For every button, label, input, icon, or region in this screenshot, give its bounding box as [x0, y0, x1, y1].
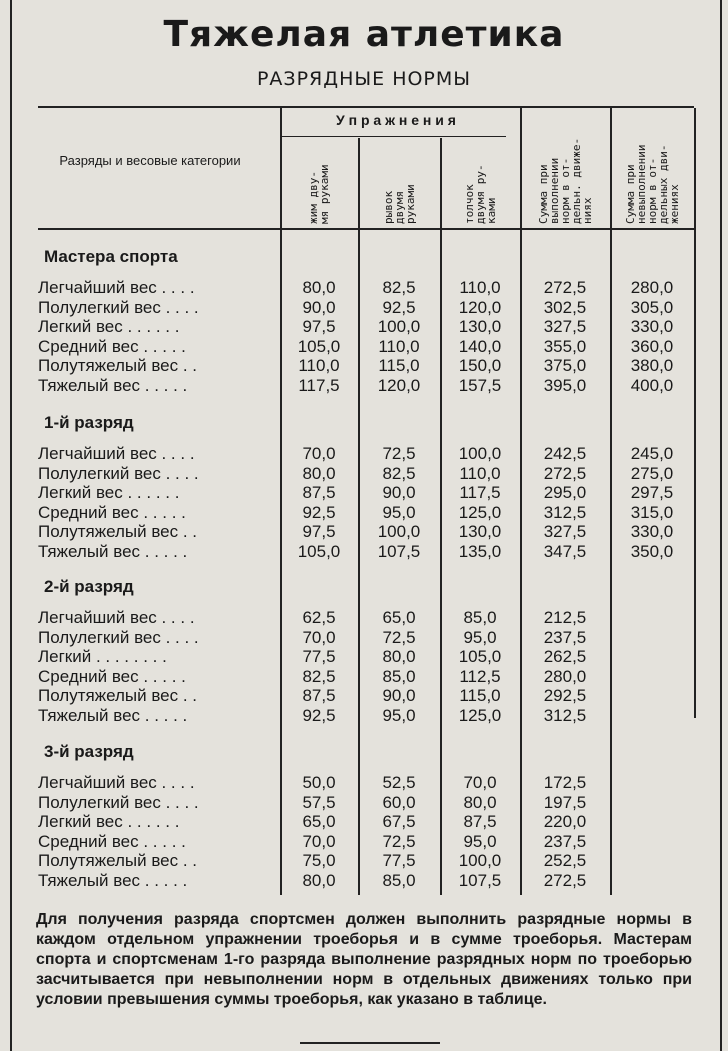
table-row — [0, 278, 728, 298]
norm-value: 130,0 — [458, 317, 502, 337]
norm-value: 395,0 — [543, 376, 587, 395]
norm-value: 57,5 — [302, 792, 336, 812]
table-row — [0, 503, 728, 523]
norm-value: 110,0 — [378, 336, 420, 356]
norm-value: 105,0 — [297, 336, 341, 356]
norm-value: 62,5 — [302, 608, 336, 627]
norm-value: 280,0 — [630, 278, 674, 297]
norm-value: 75,0 — [302, 851, 336, 871]
norm-value: 112,5 — [459, 666, 501, 686]
norm-value: 400,0 — [630, 376, 674, 395]
norm-value: 100,0 — [458, 444, 502, 463]
column-header: толчок двумя ру- ками — [462, 164, 498, 224]
table-row — [0, 483, 728, 503]
norm-value: 97,5 — [302, 522, 336, 542]
table-row — [0, 356, 728, 376]
weight-category: Средний вес . . . . . — [38, 666, 186, 686]
norm-value: 347,5 — [543, 542, 587, 561]
norm-value: 327,5 — [543, 522, 587, 542]
norm-value: 92,5 — [382, 297, 416, 317]
norm-value: 110,0 — [459, 278, 501, 297]
table-row — [0, 793, 728, 813]
norm-value: 85,0 — [463, 608, 497, 627]
norm-value: 380,0 — [630, 356, 674, 376]
table-row — [0, 706, 728, 726]
norm-value: 272,5 — [543, 278, 587, 297]
norm-value: 65,0 — [382, 608, 416, 627]
norm-value: 92,5 — [302, 706, 336, 725]
norm-value: 117,5 — [459, 483, 501, 503]
weight-category: Тяжелый вес . . . . . — [38, 706, 188, 725]
norm-value: 275,0 — [630, 463, 674, 483]
norm-value: 95,0 — [382, 502, 416, 522]
weight-category: Тяжелый вес . . . . . — [38, 542, 188, 561]
norm-value: 130,0 — [458, 522, 502, 542]
weight-category: Полулегкий вес . . . . — [38, 463, 199, 483]
weight-category: Полутяжелый вес . . — [38, 356, 198, 376]
norm-value: 107,5 — [458, 871, 502, 890]
norm-value: 150,0 — [458, 356, 502, 376]
norm-value: 80,0 — [463, 792, 497, 812]
header-bottom-rule — [38, 228, 694, 230]
weight-category: Полутяжелый вес . . — [38, 522, 198, 542]
norm-value: 100,0 — [458, 851, 502, 871]
table-row — [0, 376, 728, 396]
norm-value: 302,5 — [543, 297, 587, 317]
norm-value: 140,0 — [458, 336, 502, 356]
table-top-rule — [38, 106, 694, 108]
weight-category: Средний вес . . . . . — [38, 831, 186, 851]
norm-value: 87,5 — [302, 483, 336, 503]
norm-value: 87,5 — [463, 812, 497, 832]
norm-value: 330,0 — [630, 317, 674, 337]
norm-value: 350,0 — [630, 542, 674, 561]
table-row — [0, 686, 728, 706]
norm-value: 90,0 — [302, 297, 336, 317]
norm-value: 292,5 — [543, 686, 587, 706]
norm-value: 82,5 — [382, 463, 416, 483]
norm-value: 52,5 — [382, 773, 416, 792]
norm-value: 312,5 — [543, 502, 587, 522]
norm-value: 107,5 — [377, 542, 421, 561]
weight-category: Тяжелый вес . . . . . — [38, 871, 188, 890]
norm-value: 85,0 — [382, 871, 416, 890]
weight-category: Легкий вес . . . . . . — [38, 483, 180, 503]
weight-category: Полутяжелый вес . . — [38, 851, 198, 871]
section-title: 3-й разряд — [44, 742, 134, 761]
norm-value: 375,0 — [543, 356, 587, 376]
norm-value: 95,0 — [463, 831, 497, 851]
norm-value: 115,0 — [459, 686, 501, 706]
norm-value: 72,5 — [382, 444, 416, 463]
section-title: Мастера спорта — [44, 247, 178, 266]
weight-category: Полулегкий вес . . . . — [38, 297, 199, 317]
weight-category: Легчайший вес . . . . — [38, 444, 195, 463]
norm-value: 97,5 — [302, 317, 336, 337]
column-header: жим дву- мя руками — [307, 164, 331, 224]
norm-value: 157,5 — [458, 376, 502, 395]
table-row — [0, 522, 728, 542]
norm-value: 115,0 — [378, 356, 420, 376]
norm-value: 312,5 — [543, 706, 587, 725]
norm-value: 70,0 — [302, 627, 336, 647]
norm-value: 120,0 — [458, 297, 502, 317]
norm-value: 70,0 — [463, 773, 497, 792]
norm-value: 125,0 — [458, 706, 502, 725]
norm-value: 82,5 — [382, 278, 416, 297]
norm-value: 80,0 — [382, 647, 416, 667]
norm-value: 135,0 — [458, 542, 502, 561]
norm-value: 50,0 — [302, 773, 336, 792]
column-header: Сумма при выполнении норм в от- дельн. движе- ниях — [536, 137, 594, 224]
table-row — [0, 871, 728, 891]
weight-category: Полутяжелый вес . . — [38, 686, 198, 706]
weight-category: Средний вес . . . . . — [38, 502, 186, 522]
norm-value: 117,5 — [298, 376, 340, 395]
table-row — [0, 317, 728, 337]
norm-value: 242,5 — [543, 444, 587, 463]
norm-value: 110,0 — [459, 463, 501, 483]
norm-value: 315,0 — [630, 502, 674, 522]
category-header: Разряды и весовые категории — [59, 153, 241, 168]
page-title: Тяжелая атлетика — [163, 14, 565, 55]
norm-value: 67,5 — [382, 812, 416, 832]
norm-value: 92,5 — [302, 502, 336, 522]
norm-value: 297,5 — [630, 483, 674, 503]
norm-value: 105,0 — [458, 647, 502, 667]
weight-category: Легкий вес . . . . . . — [38, 812, 180, 832]
table-row — [0, 773, 728, 793]
norm-value: 85,0 — [382, 666, 416, 686]
page-subtitle: РАЗРЯДНЫЕ НОРМЫ — [256, 68, 472, 90]
norm-value: 212,5 — [543, 608, 587, 627]
weight-category: Легчайший вес . . . . — [38, 773, 195, 792]
norm-value: 197,5 — [543, 792, 587, 812]
table-row — [0, 851, 728, 871]
norm-value: 252,5 — [543, 851, 587, 871]
norm-value: 280,0 — [543, 666, 587, 686]
norm-value: 80,0 — [302, 871, 336, 890]
norm-value: 82,5 — [302, 666, 336, 686]
table-row — [0, 464, 728, 484]
table-row — [0, 832, 728, 852]
exercises-header: У п р а ж н е н и я — [336, 112, 456, 128]
norm-value: 95,0 — [382, 706, 416, 725]
norm-value: 120,0 — [377, 376, 421, 395]
norm-value: 80,0 — [302, 278, 336, 297]
section-title: 2-й разряд — [44, 577, 134, 596]
norm-value: 125,0 — [458, 502, 502, 522]
footnote: Для получения разряда спортсмен должен выполнить разрядные нормы в каждом отдельном упражнении троеборья и в сумме троеборья. Мастерам спорта и спортсменам 1-го разряда выполнение разрядных норм по троеборью засчитывается при невыполнении норм в отдельных движениях только при условии превышения суммы троеборья, как указано в таблице. — [36, 911, 692, 1008]
norm-value: 355,0 — [543, 336, 587, 356]
weight-category: Легкий . . . . . . . . — [38, 647, 167, 667]
norm-value: 90,0 — [382, 686, 416, 706]
weight-category: Средний вес . . . . . — [38, 336, 186, 356]
norm-value: 70,0 — [302, 444, 336, 463]
norm-value: 110,0 — [298, 356, 340, 376]
norm-value: 262,5 — [543, 647, 587, 667]
norm-value: 245,0 — [630, 444, 674, 463]
norm-value: 237,5 — [543, 627, 587, 647]
norm-value: 105,0 — [297, 542, 341, 561]
table-row — [0, 667, 728, 687]
weight-category: Легчайший вес . . . . — [38, 608, 195, 627]
section-title: 1-й разряд — [44, 413, 134, 432]
table-row — [0, 647, 728, 667]
norm-value: 330,0 — [630, 522, 674, 542]
norm-value: 237,5 — [543, 831, 587, 851]
weight-category: Легчайший вес . . . . — [38, 278, 195, 297]
norm-value: 360,0 — [630, 336, 674, 356]
weight-category: Легкий вес . . . . . . — [38, 317, 180, 337]
table-row — [0, 444, 728, 464]
table-row — [0, 542, 728, 562]
table-row — [0, 812, 728, 832]
norm-value: 172,5 — [543, 773, 587, 792]
norm-value: 95,0 — [463, 627, 497, 647]
norm-value: 77,5 — [382, 851, 416, 871]
weight-category: Полулегкий вес . . . . — [38, 792, 199, 812]
column-header: Сумма при невыполнении норм в от- дельных дви- жениях — [623, 144, 681, 224]
end-rule — [300, 1042, 440, 1044]
norm-value: 305,0 — [630, 297, 674, 317]
norm-value: 72,5 — [382, 627, 416, 647]
norm-value: 295,0 — [543, 483, 587, 503]
norm-value: 272,5 — [543, 871, 587, 890]
table-row — [0, 628, 728, 648]
table-row — [0, 298, 728, 318]
norm-value: 65,0 — [302, 812, 336, 832]
norm-value: 220,0 — [543, 812, 587, 832]
exercises-rule — [282, 136, 506, 137]
norm-value: 87,5 — [302, 686, 336, 706]
norm-value: 77,5 — [302, 647, 336, 667]
table-row — [0, 608, 728, 628]
norm-value: 72,5 — [382, 831, 416, 851]
norm-value: 70,0 — [302, 831, 336, 851]
norm-value: 100,0 — [377, 317, 421, 337]
norm-value: 272,5 — [543, 463, 587, 483]
table-row — [0, 337, 728, 357]
norm-value: 327,5 — [543, 317, 587, 337]
norm-value: 80,0 — [302, 463, 336, 483]
weight-category: Тяжелый вес . . . . . — [38, 376, 188, 395]
norm-value: 60,0 — [382, 792, 416, 812]
column-header: рывок двумя руками — [381, 184, 417, 224]
norm-value: 100,0 — [377, 522, 421, 542]
norm-value: 90,0 — [382, 483, 416, 503]
weight-category: Полулегкий вес . . . . — [38, 627, 199, 647]
